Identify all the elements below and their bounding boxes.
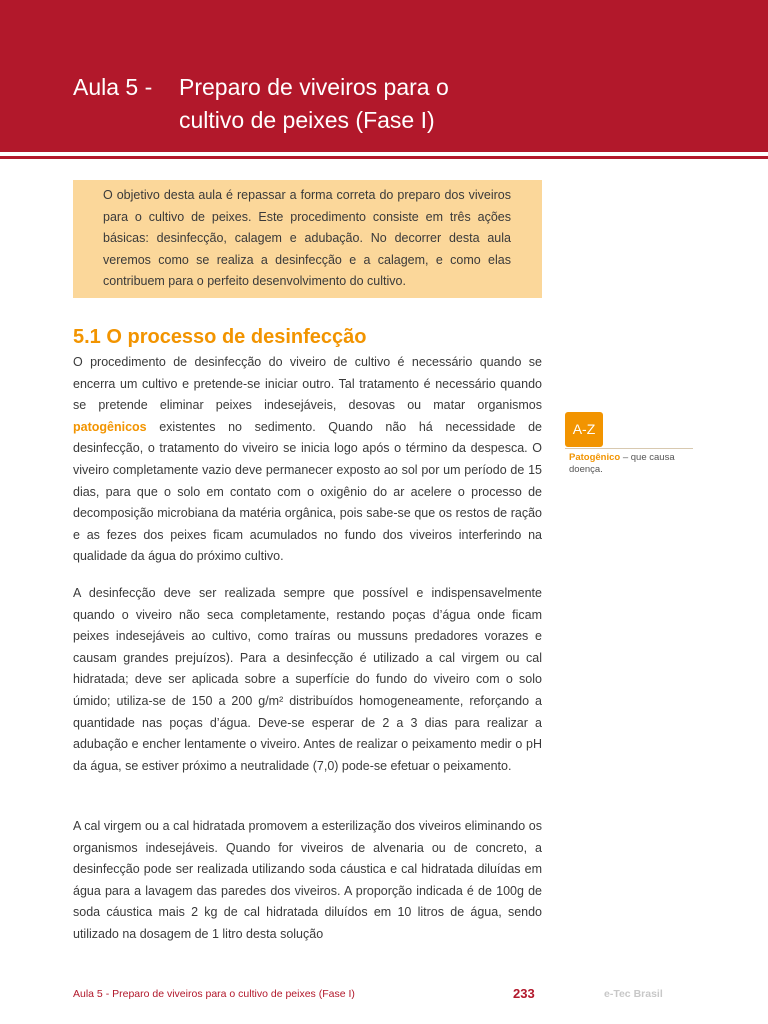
header-rule xyxy=(0,156,768,159)
title-line-1: Preparo de viveiros para o xyxy=(179,74,449,100)
paragraph-1-start: O procedimento de desinfecção do viveiro de cultivo é necessário quando se encerra um cultivo e pretende-se iniciar outro. Tal tratamento é necessário quando se pretende eliminar peixes indesejáveis, desovas ou matar organismos xyxy=(73,355,542,413)
paragraph-3: A cal virgem ou a cal hidratada promovem a esterilização dos viveiros eliminando os organismos indesejáveis. Quando for viveiros de alvenaria ou de concreto, a desinfecção pode ser realizada utilizando soda cáustica e cal hidratada diluídas em água para a lavagem das paredes dos viveiros. A proporção indicada é de 100g de soda cáustica mais 2 kg de cal hidratada diluídos em 10 litros de água, sendo utilizado na dosagem de 1 litro desta solução xyxy=(73,819,542,941)
glossary-note xyxy=(569,452,694,476)
page-number: 233 xyxy=(513,986,535,1001)
title-line-2: cultivo de peixes (Fase I) xyxy=(179,107,435,133)
glossary-az-icon: A-Z xyxy=(565,412,603,447)
lesson-number: Aula 5 - xyxy=(73,74,153,100)
section-title: 5.1 O processo de desinfecção xyxy=(73,326,367,348)
paragraph-1-end: existentes no sedimento. Quando não há necessidade de desinfecção, o tratamento do viveiro se inicia logo após o término da despesca. O viveiro completamente vazio deve permanecer exposto ao sol por um período de 15 dias, para que o solo em contato com o oxigênio do ar acelere o processo de decomposição microbiana da matéria orgânica, pois sabe-se que os restos de ração e as fezes dos peixes ficam acumulados no fundo dos viveiros interferindo na qualidade da água do próximo cultivo. xyxy=(73,419,542,564)
glossary-divider xyxy=(565,448,693,449)
footer-running-title: Aula 5 - Preparo de viveiros para o cultivo de peixes (Fase I) xyxy=(73,988,355,1000)
summary-text: O objetivo desta aula é repassar a forma correta do preparo dos viveiros para o cultivo de peixes. Este procedimento consiste em três ações básicas: desinfecção, calagem e adubação. No decorrer desta aula veremos como se realiza a desinfecção e a calagem, e como elas contribuem para o perfeito desenvolvimento do cultivo. xyxy=(103,188,511,289)
glossary-term: Patogênico xyxy=(569,452,621,463)
glossary-definition: – que causa doença. xyxy=(569,452,675,475)
paragraph-1 xyxy=(73,352,542,568)
brand-label: e-Tec Brasil xyxy=(604,988,663,1000)
paragraph-2: A desinfecção deve ser realizada sempre que possível e indispensavelmente quando o viveiro não seca completamente, restando poças d’água onde ficam peixes indesejáveis ao cultivo, como traíras ou mussuns predadores vorazes e causam grandes prejuízos). Para a desinfecção é utilizado a cal virgem ou cal hidratada; deve ser aplicada sobre a superfície do fundo do viveiro com o solo úmido; utiliza-se de 150 a 200 g/m² distribuídos homogeneamente, reforçando a quantidade nas poças d’água. Deve-se esperar de 2 a 3 dias para realizar a adubação e encher lentamente o viveiro. Antes de realizar o peixamento medir o pH da água, se estiver próximo a neutralidade (7,0) pode-se efetuar o peixamento. xyxy=(73,586,542,773)
glossary-term-link[interactable]: patogênicos xyxy=(73,419,147,434)
